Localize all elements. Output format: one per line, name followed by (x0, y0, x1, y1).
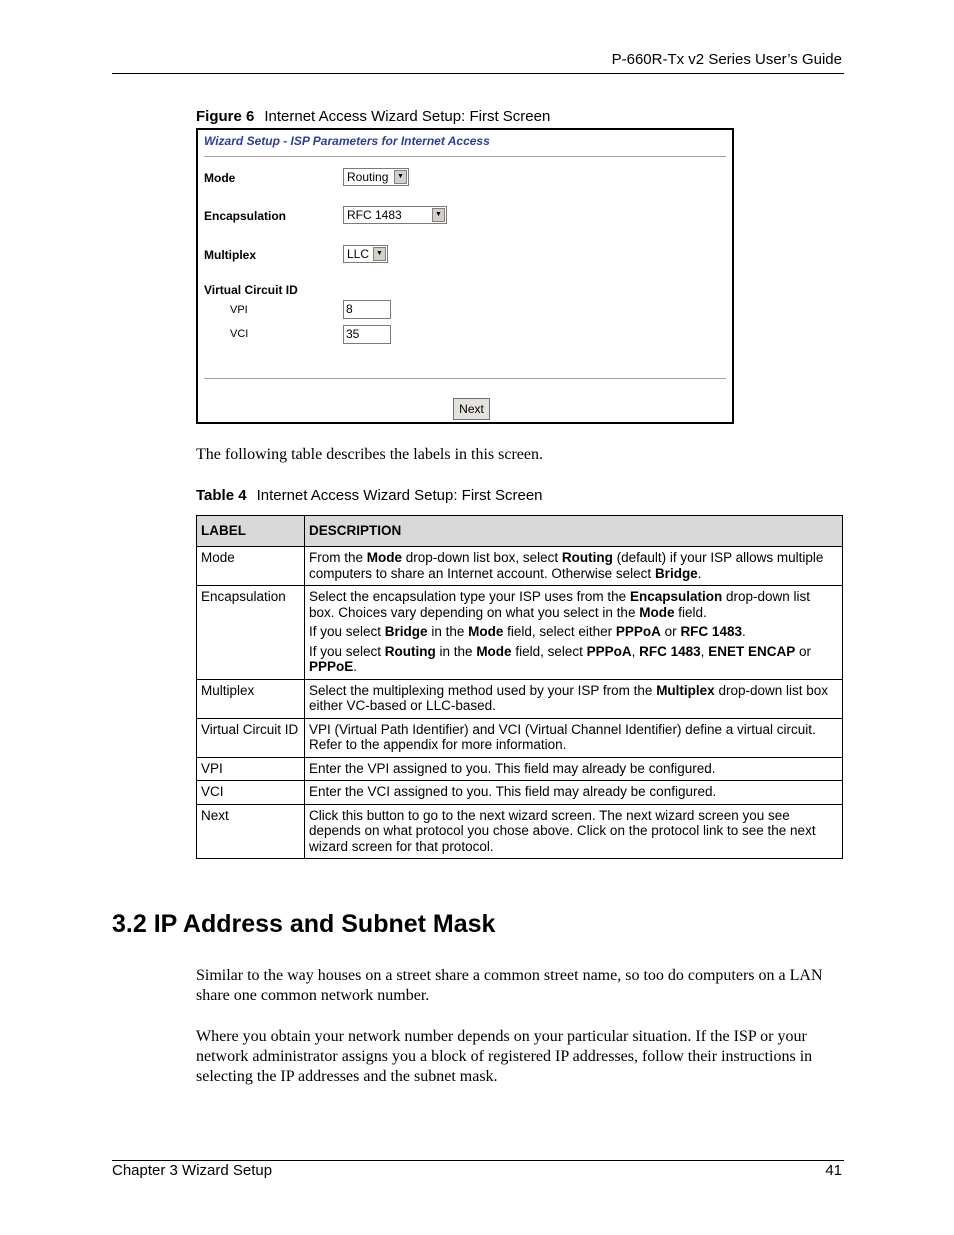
encapsulation-select[interactable] (343, 206, 447, 224)
table-row (197, 547, 843, 586)
row-label: Encapsulation (197, 586, 305, 680)
wizard-top-divider (204, 156, 726, 157)
chevron-down-icon[interactable]: ▼ (394, 170, 407, 184)
table-label: Table 4 (196, 487, 247, 504)
header-rule (112, 73, 844, 74)
chevron-down-icon[interactable]: ▼ (432, 208, 445, 222)
description-table (196, 515, 843, 859)
wizard-screenshot (196, 128, 734, 424)
section-paragraph: Similar to the way houses on a street share a common street name, so too do computers on a LAN share one common network number. (196, 967, 823, 1004)
row-description: Select the encapsulation type your ISP uses from the Encapsulation drop-down list box. Choices vary depending on what you select in the Mode field. If you select Bridge in the Mode field, select either PPPoA or RFC 1483. If you select Routing in the Mode field, select PPPoA, RFC 1483, ENET ENCAP or PPPoE. (305, 586, 843, 680)
row-label: Next (197, 804, 305, 859)
virtual-circuit-id-label: Virtual Circuit ID (204, 283, 298, 297)
figure-label: Figure 6 (196, 108, 255, 125)
vci-input[interactable]: 35 (343, 325, 391, 344)
row-label: VCI (197, 781, 305, 805)
vci-label: VCI (230, 328, 249, 340)
mode-select-value: Routing (347, 170, 389, 184)
figure-caption (196, 108, 550, 125)
multiplex-select-value: LLC (347, 247, 370, 261)
vpi-input[interactable]: 8 (343, 300, 391, 319)
encapsulation-label: Encapsulation (204, 209, 287, 223)
table-row (197, 718, 843, 757)
row-description: Click this button to go to the next wizard screen. The next wizard screen you see depends on what protocol you chose above. Click on the protocol link to see the next wizard screen for that protocol. (305, 804, 843, 859)
table-row (197, 781, 843, 805)
footer-chapter: Chapter 3 Wizard Setup (112, 1162, 273, 1179)
row-description: Select the multiplexing method used by your ISP from the Multiplex drop-down list box either VC-based or LLC-based. (305, 679, 843, 718)
table-title: Internet Access Wizard Setup: First Screen (256, 487, 543, 504)
row-description: Enter the VPI assigned to you. This field may already be configured. (305, 757, 843, 781)
row-label: Mode (197, 547, 305, 586)
footer-page-number: 41 (825, 1162, 842, 1179)
intro-text: The following table describes the labels in this screen. (196, 446, 544, 463)
row-label: Virtual Circuit ID (197, 718, 305, 757)
vpi-label: VPI (230, 304, 248, 316)
table-header-row (197, 516, 843, 547)
table-row (197, 586, 843, 680)
table-row (197, 679, 843, 718)
next-button[interactable]: Next (453, 398, 490, 420)
page-header-title: P-660R-Tx v2 Series User’s Guide (611, 51, 842, 68)
table-row (197, 804, 843, 859)
row-description: Enter the VCI assigned to you. This field may already be configured. (305, 781, 843, 805)
row-description: VPI (Virtual Path Identifier) and VCI (Virtual Channel Identifier) define a virtual circuit. Refer to the appendix for more information. (305, 718, 843, 757)
table-caption (196, 487, 543, 504)
figure-title: Internet Access Wizard Setup: First Screen (264, 108, 551, 125)
row-description: From the Mode drop-down list box, select Routing (default) if your ISP allows multiple computers to share an Internet account. Otherwise select Bridge. (305, 547, 843, 586)
encapsulation-select-value: RFC 1483 (347, 208, 402, 222)
wizard-screen-title: Wizard Setup - ISP Parameters for Internet Access (204, 134, 490, 148)
section-paragraph: Where you obtain your network number depends on your particular situation. If the ISP or your network administrator assigns you a block of registered IP addresses, follow their instructions in selecting the IP addresses and the subnet mask. (196, 1028, 813, 1085)
wizard-bottom-divider (204, 378, 726, 379)
mode-select[interactable] (343, 168, 409, 186)
table-row (197, 757, 843, 781)
footer-rule (112, 1160, 844, 1161)
row-label: Multiplex (197, 679, 305, 718)
section-heading: 3.2 IP Address and Subnet Mask (112, 910, 496, 938)
mode-label: Mode (204, 171, 236, 185)
multiplex-label: Multiplex (204, 248, 257, 262)
col-description-header: DESCRIPTION (305, 516, 843, 547)
col-label-header: LABEL (197, 516, 305, 547)
row-label: VPI (197, 757, 305, 781)
multiplex-select[interactable] (343, 245, 388, 263)
chevron-down-icon[interactable]: ▼ (373, 247, 386, 261)
